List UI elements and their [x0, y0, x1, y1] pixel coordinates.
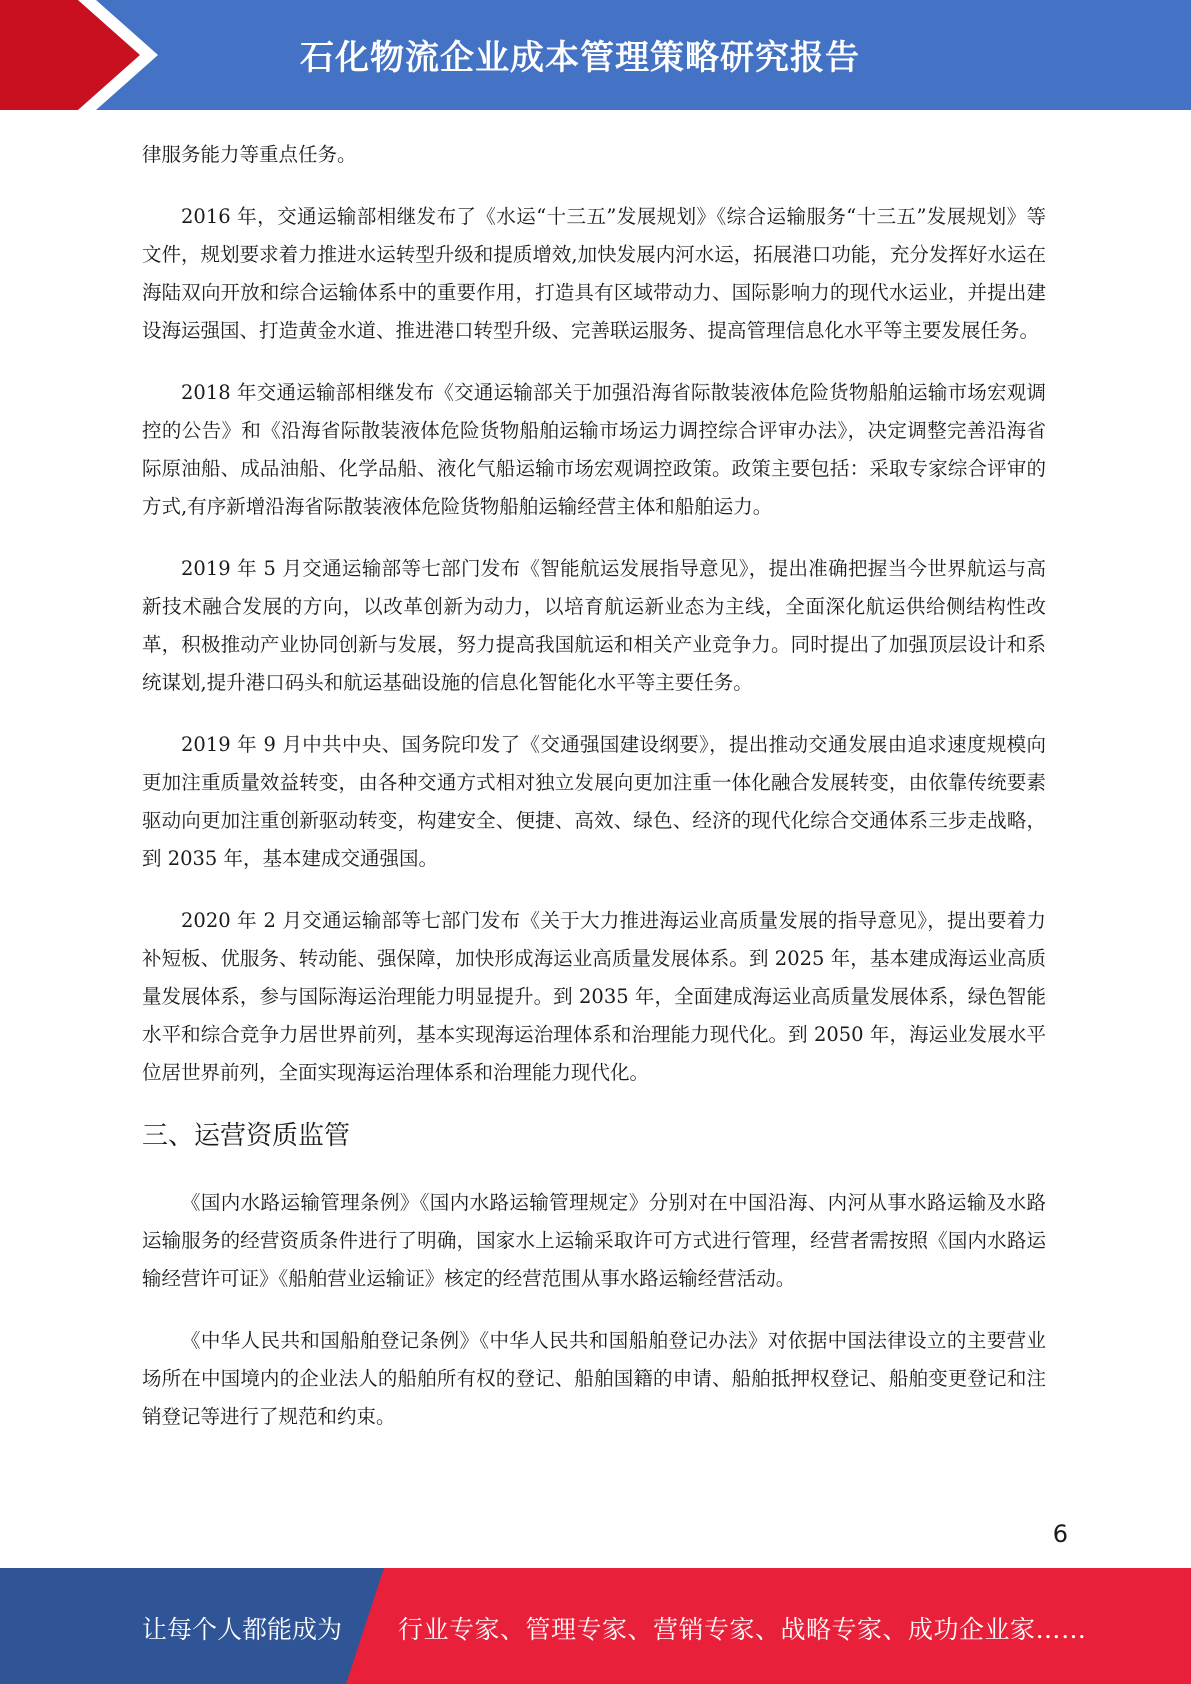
- paragraph: 2018 年交通运输部相继发布《交通运输部关于加强沿海省际散装液体危险货物船舶运输市场宏观调控的公告》和《沿海省际散装液体危险货物船舶运输市场运力调控综合评审办法》，决定调整完善沿海省际原油船、成品油船、化学品船、液化气船运输市场宏观调控政策。政策主要包括：采取专家综合评审的方式,有序新增沿海省际散装液体危险货物船舶运输经营主体和船舶运力。: [142, 381, 1046, 518]
- page-header: [0, 0, 1191, 110]
- paragraph: 2020 年 2 月交通运输部等七部门发布《关于大力推进海运业高质量发展的指导意见》，提出要着力补短板、优服务、转动能、强保障，加快形成海运业高质量发展体系。到 2025 年，基本建成海运业高质量发展体系，参与国际海运治理能力明显提升。到 2035 年，全面建成海运业高质量发展体系，绿色智能水平和综合竞争力居世界前列，基本实现海运治理体系和治理能力现代化。到 2050 年，海运业发展水平位居世界前列，全面实现海运治理体系和治理能力现代化。: [142, 909, 1046, 1084]
- paragraph: 2019 年 9 月中共中央、国务院印发了《交通强国建设纲要》，提出推动交通发展由追求速度规模向更加注重质量效益转变，由各种交通方式相对独立发展向更加注重一体化融合发展转变，由依靠传统要素驱动向更加注重创新驱动转变，构建安全、便捷、高效、绿色、经济的现代化综合交通体系三步走战略，到 2035 年，基本建成交通强国。: [142, 733, 1046, 870]
- paragraph: 2019 年 5 月交通运输部等七部门发布《智能航运发展指导意见》，提出准确把握当今世界航运与高新技术融合发展的方向，以改革创新为动力，以培育航运新业态为主线，全面深化航运供给侧结构性改革，积极推动产业协同创新与发展，努力提高我国航运和相关产业竞争力。同时提出了加强顶层设计和系统谋划,提升港口码头和航运基础设施的信息化智能化水平等主要任务。: [142, 557, 1046, 694]
- report-title: 石化物流企业成本管理策略研究报告: [300, 38, 860, 78]
- section-heading: 三、运营资质监管: [142, 1121, 351, 1151]
- page-footer: [0, 1568, 1191, 1684]
- paragraph: 《中华人民共和国船舶登记条例》《中华人民共和国船舶登记办法》对依据中国法律设立的主要营业场所在中国境内的企业法人的船舶所有权的登记、船舶国籍的申请、船舶抵押权登记、船舶变更登记和注销登记等进行了规范和约束。: [142, 1329, 1046, 1428]
- paragraph: 2016 年，交通运输部相继发布了《水运“十三五”发展规划》《综合运输服务“十三五”发展规划》等文件，规划要求着力推进水运转型升级和提质增效,加快发展内河水运，拓展港口功能，充分发挥好水运在海陆双向开放和综合运输体系中的重要作用，打造具有区域带动力、国际影响力的现代水运业，并提出建设海运强国、打造黄金水道、推进港口转型升级、完善联运服务、提高管理信息化水平等主要发展任务。: [142, 205, 1046, 342]
- paragraph: 律服务能力等重点任务。: [142, 143, 357, 166]
- paragraph: 《国内水路运输管理条例》《国内水路运输管理规定》分别对在中国沿海、内河从事水路运输及水路运输服务的经营资质条件进行了明确，国家水上运输采取许可方式进行管理，经营者需按照《国内水路运输经营许可证》《船舶营业运输证》核定的经营范围从事水路运输经营活动。: [142, 1191, 1046, 1290]
- page-content: [142, 136, 1046, 1460]
- footer-slogan-right: 行业专家、管理专家、营销专家、战略专家、成功企业家……: [398, 1615, 1087, 1644]
- footer-slogan-left: 让每个人都能成为: [142, 1615, 343, 1644]
- page-number: 6: [1052, 1520, 1068, 1548]
